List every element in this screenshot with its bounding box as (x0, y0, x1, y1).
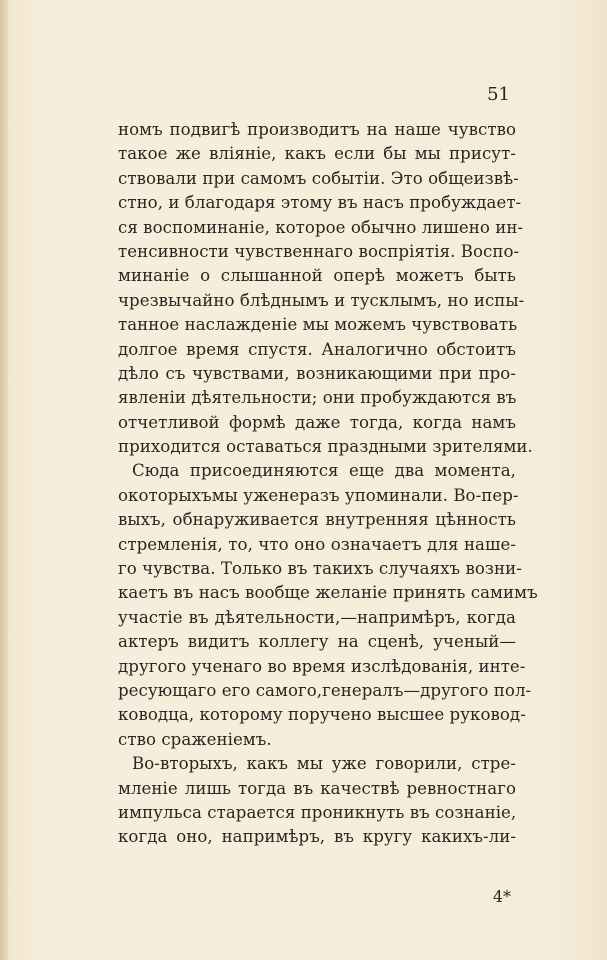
text-line-2: такое же вліяніе, какъ если бы мы присут- (118, 144, 516, 164)
text-line-6: тенсивности чувственнаго воспріятія. Воспо- (118, 241, 520, 261)
text-line-5: ся воспоминаніе, которое обычно лишено ин- (118, 217, 524, 237)
text-line-30: когда оно, напримѣръ, въ кругу какихъ-ли- (118, 827, 516, 847)
text-line-14: приходится оставаться праздными зрителями. (118, 437, 533, 457)
page-binding-edge (0, 0, 8, 960)
text-line-4: стно, и благодаря этому въ насъ пробуждает- (118, 193, 522, 213)
text-line-18: стремленія, то, что оно означаетъ для наше- (118, 534, 516, 554)
text-line-11: дѣло съ чувствами, возникающими при про- (118, 363, 516, 383)
text-line-19: го чувства. Только въ такихъ случаяхъ возни- (118, 559, 522, 579)
text-line-17: выхъ, обнаруживается внутренняя цѣнность (118, 510, 516, 530)
text-line-13: отчетливой формѣ даже тогда, когда намъ (118, 412, 516, 432)
text-line-28: мленіе лишь тогда въ качествѣ ревностнаго (118, 778, 516, 798)
text-line-3: ствовали при самомъ событіи. Это общеизвѣ- (118, 168, 519, 188)
text-line-27: Во-вторыхъ, какъ мы уже говорили, стре- (132, 754, 516, 774)
text-line-7: минаніе о слышанной оперѣ можетъ быть (118, 266, 516, 286)
signature-mark: 4* (492, 887, 511, 906)
text-line-8: чрезвычайно блѣднымъ и тусклымъ, но испы- (118, 290, 525, 310)
page-number: 51 (487, 84, 510, 105)
text-line-22: актеръ видитъ коллегу на сценѣ, ученый— (118, 632, 516, 652)
text-line-23: другого ученаго во время изслѣдованія, инте- (118, 656, 526, 676)
body-text (118, 118, 538, 850)
text-line-20: каетъ въ насъ вообще желаніе принять самимъ (118, 583, 538, 603)
text-line-12: явленіи дѣятельности; они пробуждаются въ (118, 388, 517, 408)
text-line-29: импульса старается проникнуть въ сознаніе, (118, 802, 517, 822)
text-line-9: танное наслажденіе мы можемъ чувствовать (118, 315, 518, 335)
text-line-25: ководца, которому поручено высшее руковод- (118, 705, 526, 725)
text-line-1: номъ подвигѣ производитъ на наше чувство (118, 120, 516, 139)
text-line-24: ресующаго его самого,генералъ—другого пол- (118, 680, 532, 700)
text-line-26: ство сраженіемъ. (118, 729, 272, 749)
text-line-15: Сюда присоединяются еще два момента, (132, 461, 516, 481)
text-line-10: долгое время спустя. Аналогично обстоитъ (118, 339, 516, 359)
text-line-16: окоторыхъмы уженеразъ упоминали. Во-пер- (118, 485, 519, 505)
text-line-21: участіе въ дѣятельности,—напримѣръ, когда (118, 607, 516, 627)
